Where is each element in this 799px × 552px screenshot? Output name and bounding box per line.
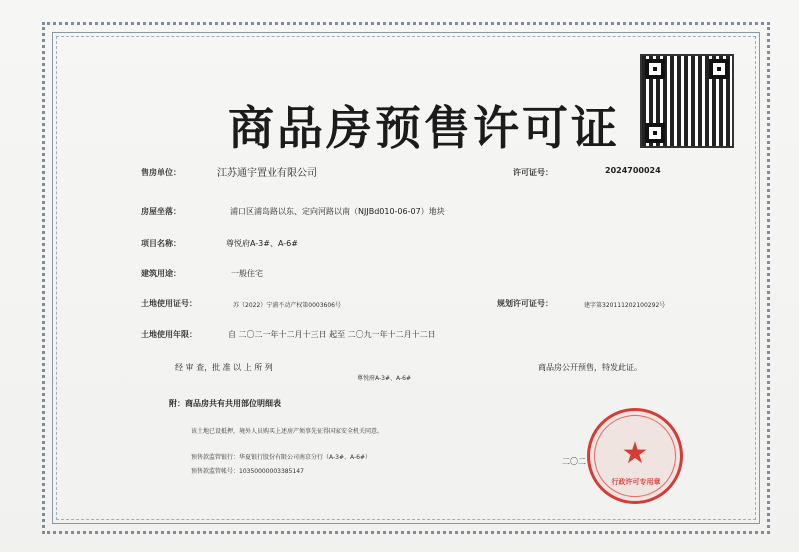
seller-label: 售房单位： [141, 168, 181, 177]
supervision-bank-note: 预售款监管银行：华夏银行股份有限公司南京分行（A-3#、A-6#） [191, 454, 371, 461]
building-use-value: 一般住宅 [231, 269, 263, 278]
land-cert-label: 土地使用证号： [141, 299, 197, 308]
seal-text: 行政许可专用章 [611, 478, 661, 486]
official-seal [587, 408, 683, 504]
project-label: 项目名称： [141, 239, 181, 248]
planning-permit-label: 规划许可证号： [497, 299, 553, 308]
location-value: 浦口区浦岛路以东、定向河路以南（NJJBd010-06-07）地块 [230, 207, 445, 216]
land-term-label: 土地使用年限： [141, 330, 197, 339]
approval-text-left: 经 审 查，批 准 以 上 所 列 [175, 363, 273, 372]
approval-project: 尊悦府A-3#、A-6# [357, 375, 411, 382]
permit-number-label: 许可证号： [513, 168, 553, 177]
project-value: 尊悦府A-3#、A-6# [226, 239, 298, 248]
mortgage-note: 该土地已设抵押，境外人员购买上述房产须事先征得国家安全机关同意。 [191, 428, 384, 435]
approval-text-right: 商品房公开预售，特发此证。 [538, 363, 642, 372]
planning-permit-value: 建字第320111202100292号 [584, 302, 666, 309]
star-icon: ★ [621, 436, 649, 471]
permit-number-value: 2024700024 [605, 166, 661, 175]
qr-finder-icon [709, 59, 729, 79]
location-label: 房屋坐落： [141, 207, 181, 216]
qr-finder-icon [645, 59, 665, 79]
attachment-note: 附：商品房共有共用部位明细表 [169, 399, 281, 408]
seller-value: 江苏通宇置业有限公司 [217, 168, 317, 179]
qr-code-icon [640, 54, 734, 148]
qr-finder-icon [645, 123, 665, 143]
land-cert-value: 苏（2022）宁浦不动产权第0003606号 [233, 302, 341, 309]
supervision-account-note: 预售款监管帐号：10350000003385147 [191, 468, 304, 475]
issue-date: 二〇二 [562, 457, 586, 466]
building-use-label: 建筑用途： [141, 269, 181, 278]
land-term-value: 自 二〇二一年十二月十三日 起至 二〇九一年十二月十二日 [228, 330, 436, 339]
certificate-title: 商品房预售许可证 [228, 101, 620, 155]
